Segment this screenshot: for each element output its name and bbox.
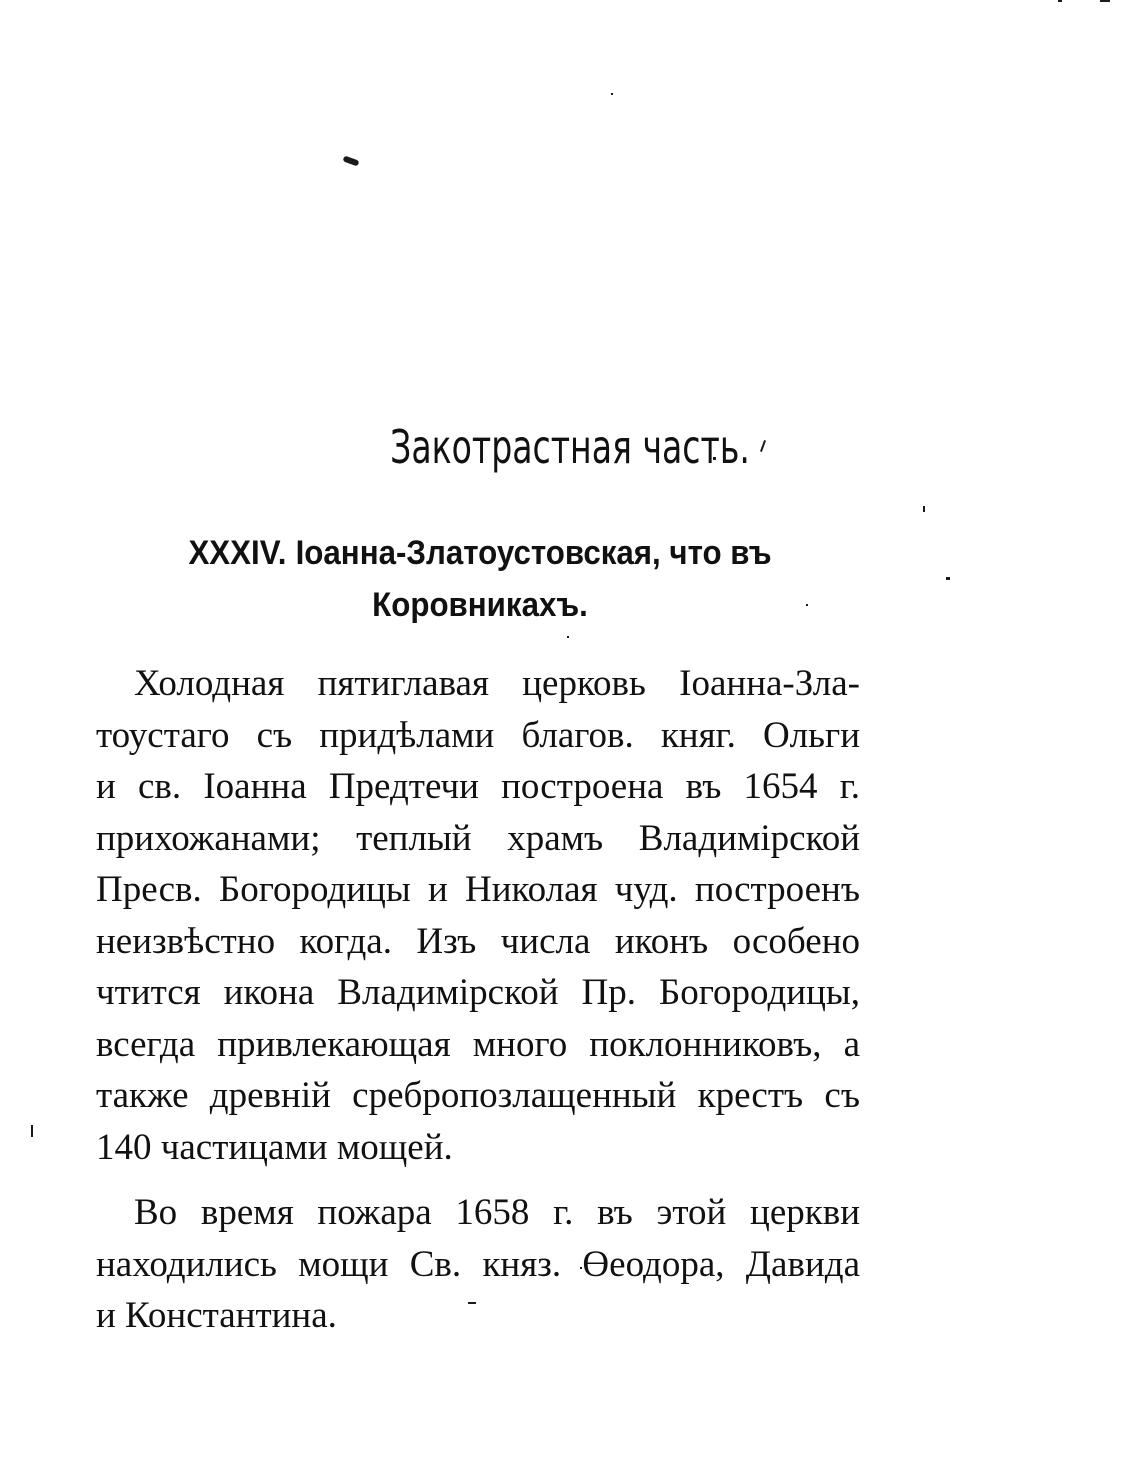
text-line: находились мощи Св. княз. Өеодора, Давида	[96, 1243, 860, 1285]
church-heading-line-1	[130, 527, 829, 579]
text-line: Во время пожара 1658 г. въ этой церкви	[134, 1192, 860, 1233]
text-line: 140 частицами мощей.	[96, 1126, 453, 1168]
section-title: Закотрастная часть.	[390, 420, 750, 474]
text-line: и Константина.	[96, 1295, 337, 1336]
ink-speck	[923, 506, 925, 512]
church-heading	[130, 527, 829, 631]
text-line: также древній сребропозлащенный крестъ съ	[96, 1075, 860, 1116]
text-line: Пресв. Богородицы и Николая чуд. построенъ	[96, 869, 860, 910]
ink-speck	[31, 1125, 33, 1137]
text-line: Холодная пятиглавая церковь Іоанна-Зла-	[134, 663, 860, 704]
ink-speck	[946, 577, 950, 580]
church-number: XXXIV.	[188, 534, 287, 572]
ink-speck	[1100, 0, 1110, 2]
text-line: неизвѣстно когда. Изъ числа иконъ особено	[96, 920, 860, 962]
ink-speck	[611, 93, 613, 95]
text-line: тоустаго съ придѣлами благов. княг. Ольги	[96, 714, 860, 756]
text-line: чтится икона Владимірской Пр. Богородицы,	[96, 972, 860, 1013]
text-line: прихожанами; теплый храмъ Владимірской	[96, 817, 860, 859]
text-line: и св. Іоанна Предтечи построена въ 1654 г.	[96, 766, 860, 807]
body-text	[96, 658, 860, 1356]
ink-speck	[1058, 0, 1062, 2]
paragraph-2	[96, 1187, 860, 1342]
church-heading-line-2: Коровникахъ.	[372, 586, 588, 624]
text-line: всегда привлекающая много поклонниковъ, а	[96, 1023, 860, 1065]
ink-speck	[342, 155, 359, 166]
church-name: Іоанна-Златоустовская, что въ	[295, 534, 772, 572]
paragraph-1	[96, 658, 860, 1173]
ink-speck	[567, 636, 569, 638]
